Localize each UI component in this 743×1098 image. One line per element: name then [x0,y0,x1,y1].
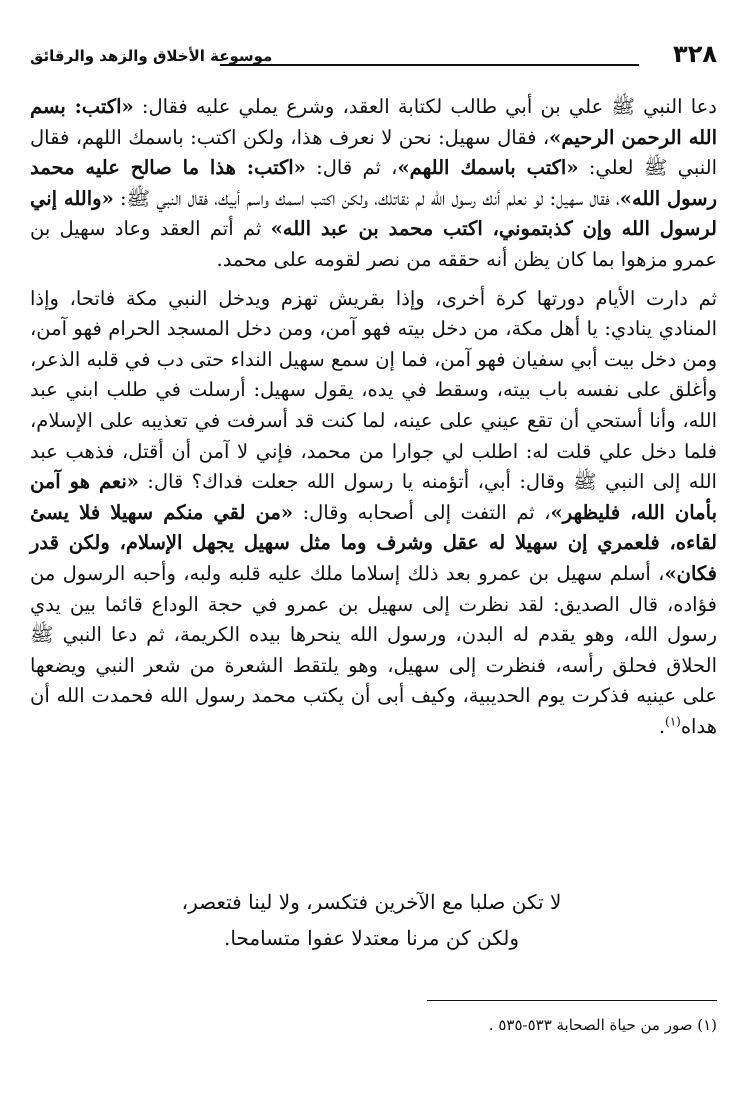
text-segment: ، أسلم سهيل بن عمرو بعد ذلك إسلاما ملك عليه قلبه ولبه، وأحبه الرسول من فؤاده، قال الصديق: لقد نظرت إلى سهيل بن عمرو في حجة الوداع قائما بين يدي رسول الله، وهو يقدم له البدن، ورسول الله ينحرها بيده الكريمة، ثم دعا النبي ﷺ الحلاق فحلق رأسه، فنظرت إلى سهيل، وهو يلتقط الشعرة من شعر النبي ويضعها على عينيه فذكرت يوم الحديبية، وكيف أبى أن يكتب محمد رسول الله فحمدت الله أن هداه [30,561,717,738]
text-segment: ، فقال سهيل: نحن لا نعرف هذا، ولكن اكتب: باسمك اللهم، فقال النبي ﷺ لعلي: [30,125,717,180]
prophet-quote: «اكتب: هذا ما صالح عليه محمد رسول الله» [30,156,717,210]
text-segment: ثم دارت الأيام دورتها كرة أخرى، وإذا بقريش تهزم ويدخل النبي مكة فاتحا، وإذا المنادي ينادي: يا أهل مكة، من دخل بيته فهو آمن، ومن دخل المسجد الحرام فهو آمن، ومن دخل بيت أبي سفيان فهو آمن، فما إن سمع سهيل النداء حتى دب في قلبه الذعر، وأغلق على نفسه باب بيته، وسقط في يده، يقول سهيل: أرسلت في طلب ابني عبد الله، وأنا أستحي أن تقع عيني على عينه، لما كنت قد أسرفت في تعذيبه على الإسلام، فلما دخل علي قلت له: اطلب لي جوارا من محمد، فإني لا آمن أن أقتل، فذهب عبد الله إلى النبي ﷺ وقال: أبي، أتؤمنه يا رسول الله جعلت فداك؟ قال: [30,286,717,494]
prophet-quote: «اكتب: بسم الله الرحمن الرحيم» [30,95,717,149]
text-segment: ، ثم التفت إلى أصحابه وقال: [293,500,551,524]
paragraph-hudaybiyyah [30,92,717,276]
footnote: (١) صور من حياة الصحابة ٥٣٣-٥٣٥ . [488,1016,717,1034]
poem-line: لا تكن صلبا مع الآخرين فتكسر، ولا لينا فتعصر، [181,890,562,914]
footnote-separator [427,1000,717,1001]
page-number: ٣٢٨ [673,40,717,68]
running-header [30,40,717,70]
prophet-quote: «من لقي منكم سهيلا فلا يسئ لقاءه، فلعمري إن سهيلا له عقل وشرف وما مثل سهيل يجهل الإسلام، ولكن قدر فكان» [30,500,717,585]
text-segment: ثم أتم العقد وعاد سهيل بن عمرو مزهوا بما كان يظن أنه حققه من نصر لقومه على محمد. [30,217,717,271]
text-segment: . [658,714,666,738]
text-segment: ، فقال سهيل: لو نعلم أنك رسول الله لم نقاتلك، ولكن اكتب اسمك واسم أبيك، فقال النبي ﷺ: [113,186,620,210]
prophet-quote: «اكتب باسمك اللهم» [397,156,579,180]
footnote-marker[interactable]: (١) [665,714,681,729]
poem-line: ولكن كن مرنا معتدلا عفوا متسامحا. [224,926,519,950]
header-rule [220,64,639,66]
book-title: موسوعة الأخلاق والزهد والرقائق [30,47,273,65]
prophet-quote: «والله إني لرسول الله وإن كذبتموني، اكتب محمد بن عبد الله» [30,186,717,241]
prophet-quote: «نعم هو آمن بأمان الله، فليظهر» [30,470,717,524]
text-segment: ، ثم قال: [305,156,398,180]
paragraph-conquest-of-mecca [30,284,717,743]
poem [0,884,743,956]
text-segment: دعا النبي ﷺ علي بن أبي طالب لكتابة العقد، وشرع يملي عليه فقال: [133,95,717,118]
main-text [30,92,717,742]
